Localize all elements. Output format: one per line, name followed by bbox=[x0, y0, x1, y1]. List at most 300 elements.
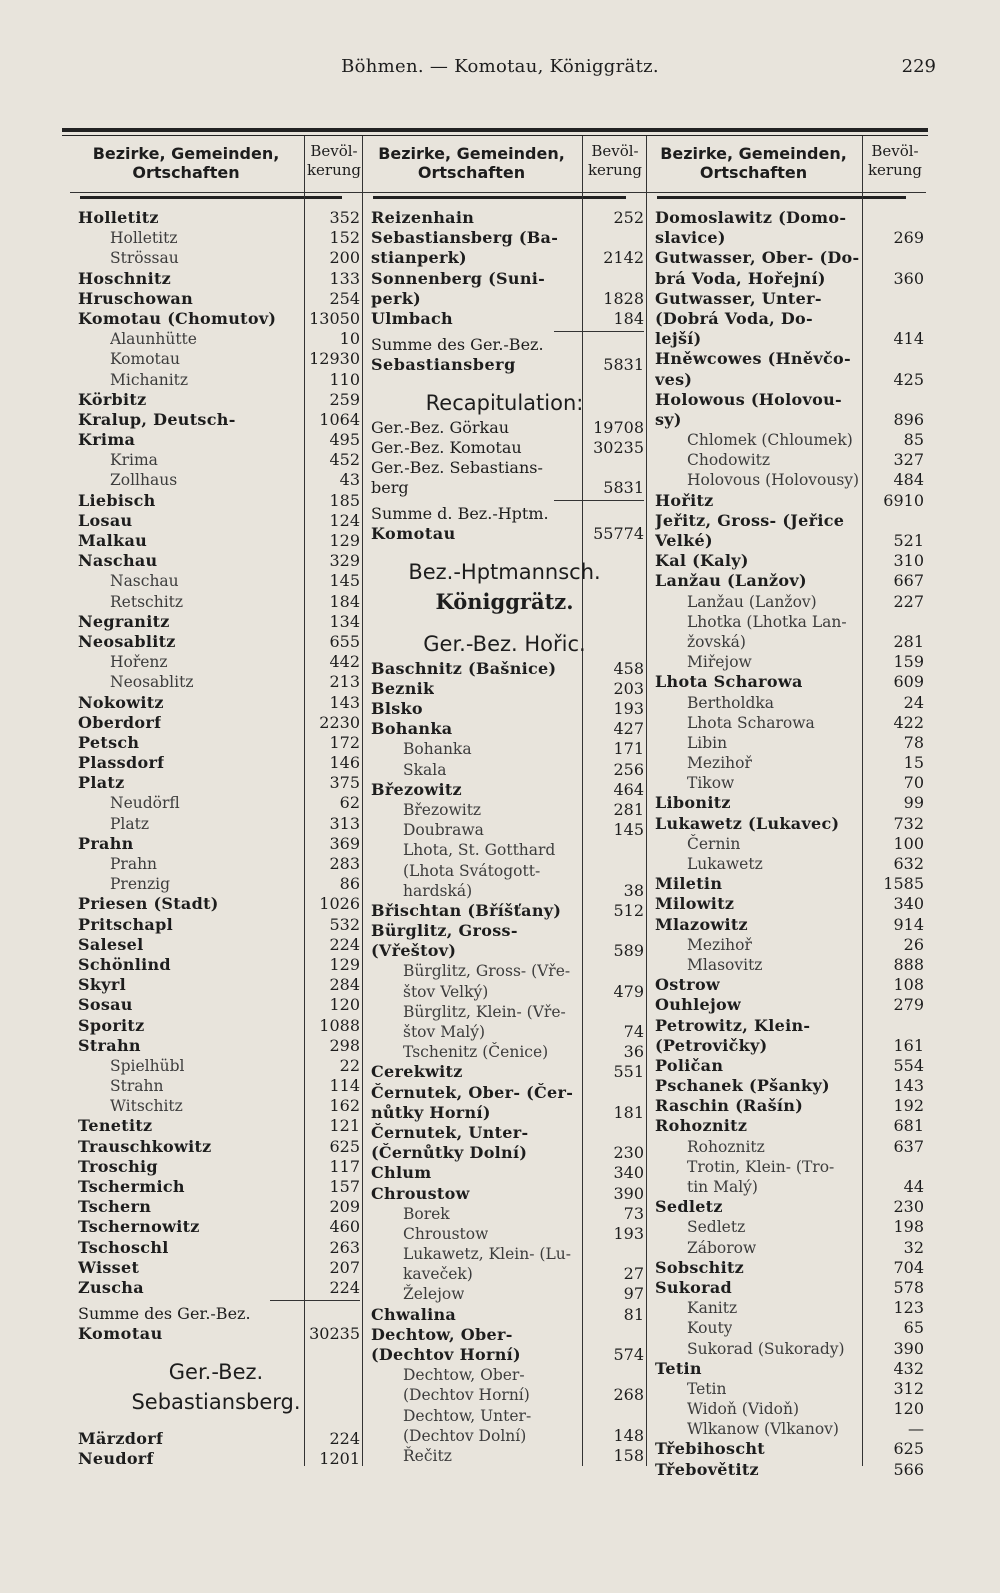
place-name: Krima bbox=[110, 451, 158, 470]
population-value: 704 bbox=[893, 1257, 924, 1277]
place-name: Březowitz bbox=[371, 779, 462, 799]
table-row bbox=[647, 349, 926, 369]
population-value: 312 bbox=[893, 1378, 924, 1398]
place-name: Domoslawitz (Domo- bbox=[655, 208, 847, 227]
place-name: Spielhübl bbox=[110, 1056, 185, 1075]
place-name: Strössau bbox=[110, 249, 179, 268]
place-name: Hněwcowes (Hněvčo- bbox=[655, 349, 851, 369]
table-row bbox=[70, 1278, 362, 1298]
population-value: 263 bbox=[329, 1237, 360, 1257]
population-value: 224 bbox=[329, 1277, 360, 1297]
population-value: 15 bbox=[903, 753, 924, 773]
table-row bbox=[647, 450, 926, 470]
column-header-name: Bezirke, Gemeinden, Ortschaften bbox=[378, 144, 565, 182]
table-row bbox=[363, 719, 646, 739]
place-name: Baschnitz (Bašnice) bbox=[371, 658, 557, 678]
table-row bbox=[647, 773, 926, 793]
table-row bbox=[363, 1365, 646, 1385]
table-row bbox=[70, 1345, 362, 1357]
place-name: Lhotka (Lhotka Lan- bbox=[687, 612, 847, 631]
table-row bbox=[647, 793, 926, 813]
population-value: 38 bbox=[623, 880, 644, 900]
population-value: 259 bbox=[329, 389, 360, 409]
place-name: Neudorf bbox=[78, 1448, 154, 1468]
place-name: Miletin bbox=[655, 874, 723, 894]
table-row bbox=[363, 1062, 646, 1082]
table-row bbox=[647, 733, 926, 753]
place-name: Liebisch bbox=[78, 490, 156, 510]
population-value: 159 bbox=[893, 652, 924, 672]
place-name: Bürglitz, Klein- (Vře- bbox=[403, 1002, 566, 1021]
header-rule bbox=[657, 196, 906, 199]
place-name: Jeřitz, Gross- (Jeřice bbox=[655, 510, 845, 530]
population-value: 224 bbox=[329, 934, 360, 954]
table-row bbox=[363, 1325, 646, 1345]
table-row bbox=[363, 1163, 646, 1183]
population-value: 158 bbox=[613, 1445, 644, 1465]
table-row bbox=[70, 531, 362, 551]
table-row bbox=[70, 713, 362, 733]
row-list bbox=[363, 208, 646, 1466]
place-name: Lukawetz bbox=[687, 855, 763, 873]
table-row bbox=[70, 773, 362, 793]
table-row bbox=[647, 289, 926, 309]
population-value: 625 bbox=[329, 1136, 360, 1156]
population-value: 390 bbox=[893, 1338, 924, 1358]
place-name: Widoň (Vidoň) bbox=[687, 1400, 799, 1419]
place-name: Losau bbox=[78, 510, 133, 530]
place-name: Summe des Ger.-Bez. bbox=[371, 335, 544, 355]
table-row bbox=[70, 733, 362, 753]
table-row bbox=[70, 1304, 362, 1324]
place-name: nůtky Horní) bbox=[371, 1102, 491, 1122]
table-row bbox=[70, 410, 362, 430]
table-row bbox=[363, 418, 646, 438]
place-name: Tetin bbox=[687, 1379, 727, 1398]
population-value: 888 bbox=[893, 954, 924, 974]
population-value: 425 bbox=[893, 369, 924, 389]
table-row bbox=[70, 349, 362, 369]
population-value: 230 bbox=[613, 1143, 644, 1163]
table-row bbox=[363, 699, 646, 719]
table-row bbox=[647, 1238, 926, 1258]
table-row bbox=[70, 1258, 362, 1278]
place-name: Witschitz bbox=[110, 1097, 183, 1116]
table-row bbox=[363, 1385, 646, 1405]
population-value: 298 bbox=[329, 1035, 360, 1055]
place-name: (Vřeštov) bbox=[371, 941, 457, 961]
place-name: Kal (Kaly) bbox=[655, 551, 749, 571]
table-row bbox=[70, 955, 362, 975]
place-name: Trauschkowitz bbox=[78, 1136, 212, 1156]
place-name: Zollhaus bbox=[110, 471, 178, 490]
population-value: 62 bbox=[339, 793, 360, 813]
place-name: Naschau bbox=[110, 572, 179, 591]
table-row bbox=[70, 1157, 362, 1177]
table-row bbox=[70, 975, 362, 995]
population-value: 352 bbox=[329, 208, 360, 227]
place-name: Velké) bbox=[655, 531, 713, 550]
table-row bbox=[647, 309, 926, 329]
population-value: 70 bbox=[903, 773, 924, 793]
place-name: Ger.-Bez. Sebastians- bbox=[371, 457, 543, 477]
table-row bbox=[647, 329, 926, 349]
population-value: 896 bbox=[893, 409, 924, 429]
population-value: 310 bbox=[893, 551, 924, 571]
place-name: Krima bbox=[78, 430, 136, 450]
place-name: Sobschitz bbox=[655, 1257, 745, 1277]
place-name: Priesen (Stadt) bbox=[78, 894, 219, 914]
population-value: 5831 bbox=[603, 355, 644, 375]
row-list bbox=[70, 208, 362, 1469]
table-row bbox=[363, 355, 646, 375]
population-value: 227 bbox=[893, 591, 924, 611]
population-value: 340 bbox=[613, 1163, 644, 1183]
table-row bbox=[647, 1318, 926, 1338]
population-value: 81 bbox=[623, 1304, 644, 1324]
table-row bbox=[363, 269, 646, 289]
place-name: Sebastiansberg (Ba- bbox=[371, 228, 559, 248]
population-value: 551 bbox=[613, 1062, 644, 1082]
place-name: Libonitz bbox=[655, 793, 731, 813]
population-value: 209 bbox=[329, 1197, 360, 1217]
population-value: 10 bbox=[339, 329, 360, 349]
population-value: 479 bbox=[613, 981, 644, 1001]
place-name: Ostrow bbox=[655, 975, 721, 995]
population-value: 121 bbox=[329, 1116, 360, 1136]
place-name: žovská) bbox=[687, 632, 746, 651]
population-value: 340 bbox=[893, 894, 924, 914]
table-row bbox=[647, 1177, 926, 1197]
table-row bbox=[363, 982, 646, 1002]
table-row bbox=[647, 1016, 926, 1036]
table-row bbox=[363, 629, 646, 659]
table-row bbox=[647, 935, 926, 955]
place-name: Beznik bbox=[371, 678, 435, 698]
table-row bbox=[70, 612, 362, 632]
population-value: 86 bbox=[339, 874, 360, 894]
place-name: (Petrovičky) bbox=[655, 1035, 768, 1055]
population-value: 390 bbox=[613, 1183, 644, 1203]
population-value: 157 bbox=[329, 1177, 360, 1196]
place-name: Prahn bbox=[110, 855, 158, 873]
place-name: Kralup, Deutsch- bbox=[78, 409, 236, 429]
population-value: 143 bbox=[893, 1076, 924, 1096]
population-value: 279 bbox=[893, 995, 924, 1015]
table-row bbox=[70, 511, 362, 531]
population-value: 192 bbox=[893, 1096, 924, 1116]
place-name: Sebastiansberg. bbox=[131, 1389, 301, 1414]
population-value: 1064 bbox=[319, 409, 360, 429]
table-row bbox=[647, 592, 926, 612]
table-row bbox=[647, 1379, 926, 1399]
population-value: 44 bbox=[903, 1177, 924, 1196]
population-value: 256 bbox=[613, 759, 644, 779]
place-name: Raschin (Rašín) bbox=[655, 1096, 804, 1116]
population-value: 65 bbox=[903, 1318, 924, 1338]
table-row bbox=[70, 753, 362, 773]
population-value: 152 bbox=[329, 228, 360, 248]
table-row bbox=[70, 470, 362, 490]
table-row bbox=[363, 617, 646, 629]
population-value: 464 bbox=[613, 779, 644, 799]
table-row bbox=[363, 861, 646, 881]
place-name: Chlum bbox=[371, 1163, 432, 1183]
place-name: Naschau bbox=[78, 551, 158, 571]
place-name: Bez.-Hptmannsch. bbox=[408, 559, 601, 584]
population-value: 574 bbox=[613, 1345, 644, 1364]
place-name: Černin bbox=[687, 834, 741, 853]
population-value: 184 bbox=[613, 308, 644, 328]
column-header bbox=[70, 136, 362, 193]
table-row bbox=[647, 1359, 926, 1379]
population-value: 254 bbox=[329, 288, 360, 308]
table-row bbox=[647, 390, 926, 410]
table-row bbox=[70, 672, 362, 692]
table-row bbox=[363, 1426, 646, 1446]
place-name: Doubrawa bbox=[403, 821, 484, 840]
population-value: 732 bbox=[893, 813, 924, 833]
place-name: Černutek, Ober- (Čer- bbox=[371, 1082, 574, 1102]
table-row bbox=[363, 1224, 646, 1244]
population-value: 162 bbox=[329, 1096, 360, 1116]
place-name: kaveček) bbox=[403, 1265, 473, 1284]
place-name: Wisset bbox=[78, 1257, 140, 1277]
place-name: Strahn bbox=[110, 1077, 164, 1096]
population-value: 269 bbox=[893, 228, 924, 248]
population-value: 207 bbox=[329, 1257, 360, 1277]
running-title: Böhmen. — Komotau, Königgrätz. bbox=[341, 56, 659, 77]
place-name: Třebihoscht bbox=[655, 1439, 765, 1459]
population-value: 134 bbox=[329, 611, 360, 631]
place-name: hardská) bbox=[403, 881, 473, 900]
table-row bbox=[70, 1177, 362, 1197]
population-value: 213 bbox=[329, 672, 360, 692]
place-name: Strahn bbox=[78, 1035, 141, 1055]
table-row bbox=[363, 760, 646, 780]
table-row bbox=[363, 1123, 646, 1143]
table-row bbox=[647, 632, 926, 652]
place-name: Ger.-Bez. Görkau bbox=[371, 417, 510, 437]
column-header-population: Bevöl- kerung bbox=[587, 142, 643, 179]
population-value: 124 bbox=[329, 510, 360, 530]
place-name: tin Malý) bbox=[687, 1178, 758, 1196]
population-value: 532 bbox=[329, 914, 360, 934]
place-name: Summe d. Bez.-Hptm. bbox=[371, 504, 549, 524]
population-value: 26 bbox=[903, 934, 924, 954]
population-value: 281 bbox=[613, 799, 644, 819]
population-value: 185 bbox=[329, 490, 360, 510]
place-name: Lukawetz (Lukavec) bbox=[655, 813, 840, 833]
table-row bbox=[70, 814, 362, 834]
place-name: Prenzig bbox=[110, 875, 171, 894]
place-name: Pritschapl bbox=[78, 914, 173, 934]
place-name: berg bbox=[371, 478, 409, 498]
table-row bbox=[647, 834, 926, 854]
table-column bbox=[647, 136, 926, 1479]
table-row bbox=[647, 1439, 926, 1459]
table-row bbox=[70, 309, 362, 329]
place-name: Pschanek (Pšanky) bbox=[655, 1076, 830, 1096]
place-name: Chroustow bbox=[403, 1224, 489, 1243]
table-row bbox=[647, 1036, 926, 1056]
place-name: Nokowitz bbox=[78, 692, 164, 712]
population-value: 375 bbox=[329, 773, 360, 793]
place-name: Sosau bbox=[78, 995, 133, 1015]
table-row bbox=[70, 551, 362, 571]
place-name: brá Voda, Hořejní) bbox=[655, 268, 826, 288]
table-row bbox=[70, 1387, 362, 1417]
place-name: Komotau bbox=[371, 524, 456, 544]
table-row bbox=[363, 524, 646, 544]
table-row bbox=[70, 1096, 362, 1116]
population-value: 637 bbox=[893, 1136, 924, 1156]
table-row bbox=[647, 672, 926, 692]
place-name: Platz bbox=[78, 773, 125, 793]
population-value: 327 bbox=[893, 450, 924, 470]
table-row bbox=[647, 975, 926, 995]
population-value: 148 bbox=[613, 1425, 644, 1445]
top-rule bbox=[62, 128, 928, 132]
place-name: Zuscha bbox=[78, 1277, 144, 1297]
table-row bbox=[70, 289, 362, 309]
place-name: Reizenhain bbox=[371, 208, 475, 227]
place-name: Chlomek (Chloumek) bbox=[687, 431, 853, 450]
population-value: 512 bbox=[613, 900, 644, 920]
place-name: Skyrl bbox=[78, 975, 126, 995]
table-row bbox=[647, 248, 926, 268]
population-value: 78 bbox=[903, 732, 924, 752]
table-row bbox=[363, 458, 646, 478]
place-name: Hruschowan bbox=[78, 288, 194, 308]
table-row bbox=[70, 1429, 362, 1449]
place-name: Sukorad bbox=[655, 1277, 733, 1297]
table-row bbox=[363, 1264, 646, 1284]
population-value: 495 bbox=[329, 430, 360, 450]
table-row bbox=[70, 1197, 362, 1217]
population-value: 578 bbox=[893, 1277, 924, 1297]
population-value: 184 bbox=[329, 591, 360, 611]
place-name: Ulmbach bbox=[371, 308, 453, 328]
place-name: Cerekwitz bbox=[371, 1062, 463, 1082]
population-value: 460 bbox=[329, 1217, 360, 1237]
place-name: Dechtow, Ober- bbox=[403, 1366, 525, 1385]
place-name: Holletitz bbox=[110, 229, 178, 248]
table-row bbox=[363, 739, 646, 759]
page-header bbox=[0, 56, 1000, 86]
table-row bbox=[70, 390, 362, 410]
place-name: Sukorad (Sukorady) bbox=[687, 1339, 845, 1358]
population-value: 442 bbox=[329, 652, 360, 672]
place-name: Malkau bbox=[78, 531, 148, 550]
population-value: 30235 bbox=[309, 1324, 360, 1344]
table-row bbox=[363, 438, 646, 458]
population-value: 1585 bbox=[883, 874, 924, 894]
table-row bbox=[70, 329, 362, 349]
place-name: Komotau (Chomutov) bbox=[78, 308, 277, 328]
table-row bbox=[363, 587, 646, 617]
place-name: Petsch bbox=[78, 732, 140, 752]
place-name: Mlazowitz bbox=[655, 914, 748, 934]
place-name: Oberdorf bbox=[78, 712, 162, 732]
table-row bbox=[647, 753, 926, 773]
table-row bbox=[647, 995, 926, 1015]
table-row bbox=[647, 1460, 926, 1480]
population-value: 85 bbox=[903, 430, 924, 450]
place-name: Salesel bbox=[78, 934, 144, 954]
place-name: Tenetitz bbox=[78, 1116, 153, 1136]
place-name: ves) bbox=[655, 369, 693, 389]
table-row bbox=[363, 557, 646, 587]
table-row bbox=[363, 820, 646, 840]
place-name: Recapitulation: bbox=[425, 390, 584, 415]
population-value: 6910 bbox=[883, 490, 924, 510]
row-list bbox=[647, 208, 926, 1480]
place-name: Troschig bbox=[78, 1156, 158, 1176]
table-row bbox=[70, 491, 362, 511]
population-value: 32 bbox=[903, 1237, 924, 1257]
table-row bbox=[363, 1103, 646, 1123]
place-name: Lanžau (Lanžov) bbox=[687, 592, 817, 611]
population-value: 129 bbox=[329, 531, 360, 550]
page-number: 229 bbox=[901, 56, 936, 77]
table-row bbox=[647, 915, 926, 935]
place-name: Neosablitz bbox=[110, 673, 194, 692]
population-value: 198 bbox=[893, 1217, 924, 1237]
population-value: 120 bbox=[893, 1399, 924, 1419]
table-row bbox=[647, 1137, 926, 1157]
place-name: Bürglitz, Gross- (Vře- bbox=[403, 962, 571, 981]
table-column bbox=[70, 136, 362, 1466]
population-value: 13050 bbox=[309, 308, 360, 328]
place-name: Lanžau (Lanžov) bbox=[655, 571, 807, 591]
table-row bbox=[363, 1305, 646, 1325]
population-value: 427 bbox=[613, 719, 644, 739]
place-name: Lhota Scharowa bbox=[687, 713, 815, 732]
place-name: Mezihoř bbox=[687, 754, 752, 773]
place-name: slavice) bbox=[655, 228, 726, 248]
table-row bbox=[647, 652, 926, 672]
place-name: Chroustow bbox=[371, 1183, 470, 1203]
population-value: 99 bbox=[903, 793, 924, 813]
table-row bbox=[647, 1197, 926, 1217]
table-row bbox=[363, 659, 646, 679]
population-value: 1828 bbox=[603, 288, 644, 308]
place-name: Neudörfl bbox=[110, 794, 180, 813]
table-row bbox=[70, 1238, 362, 1258]
place-name: Sedletz bbox=[655, 1197, 723, 1217]
population-value: 360 bbox=[893, 268, 924, 288]
population-value: 172 bbox=[329, 732, 360, 752]
population-value: 230 bbox=[893, 1197, 924, 1217]
place-name: Želejow bbox=[403, 1285, 465, 1304]
table-row bbox=[363, 1446, 646, 1466]
population-value: 284 bbox=[329, 975, 360, 995]
place-name: štov Velký) bbox=[403, 982, 489, 1001]
table-row bbox=[647, 511, 926, 531]
population-value: 313 bbox=[329, 813, 360, 833]
table-row bbox=[363, 679, 646, 699]
table-row bbox=[363, 1244, 646, 1264]
population-value: 117 bbox=[329, 1156, 360, 1176]
population-value: 632 bbox=[893, 854, 924, 873]
place-name: Tikow bbox=[687, 774, 735, 793]
place-name: Skala bbox=[403, 760, 447, 779]
table-row bbox=[647, 1399, 926, 1419]
place-name: Bertholdka bbox=[687, 693, 775, 712]
table-row bbox=[647, 955, 926, 975]
place-name: Sedletz bbox=[687, 1218, 746, 1237]
